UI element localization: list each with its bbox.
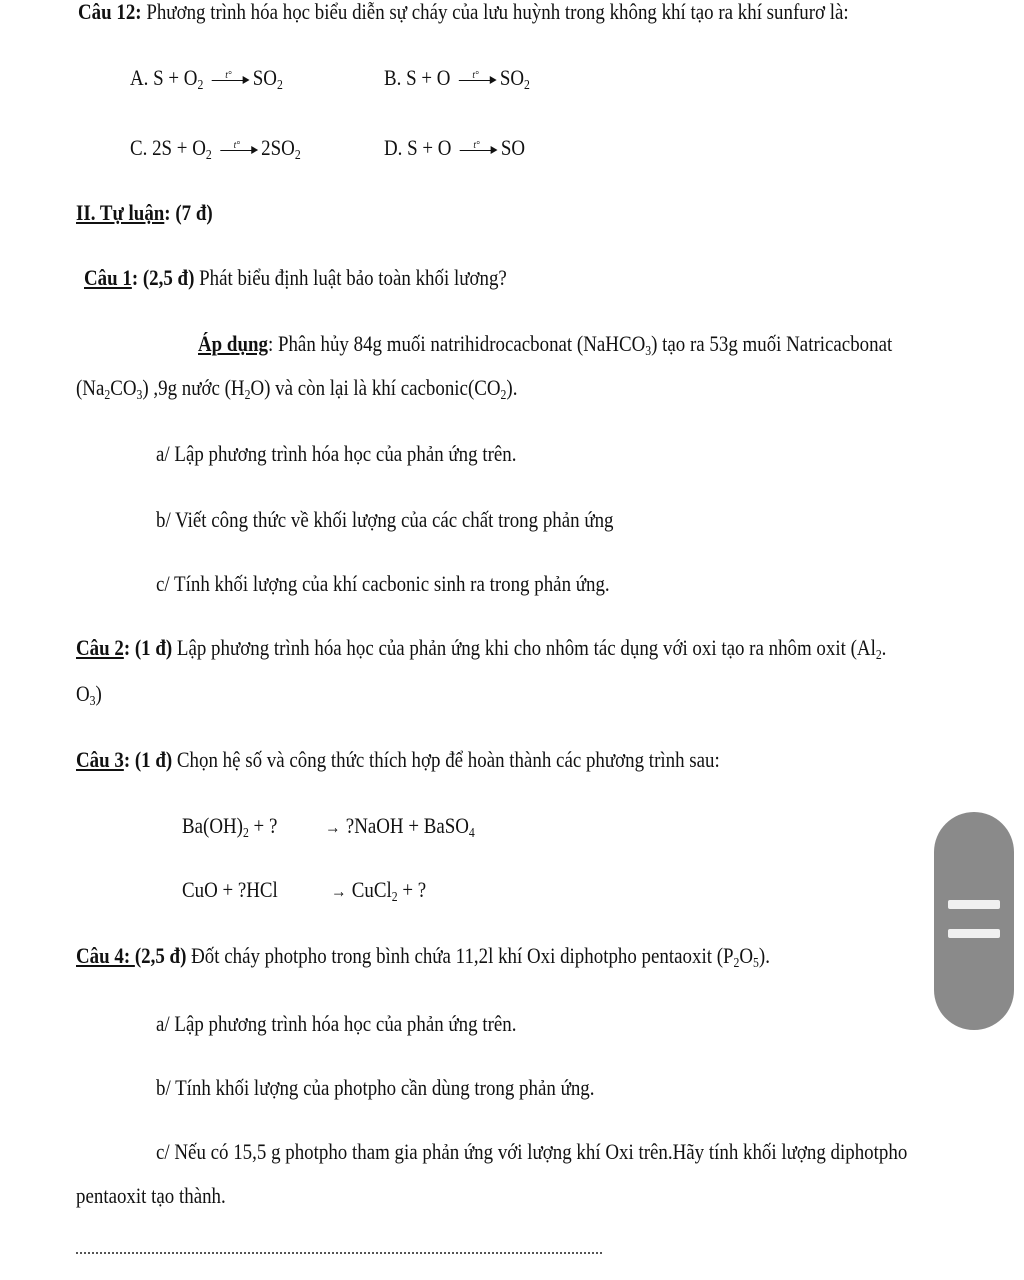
- cau1-part-c: c/ Tính khối lượng của khí cacbonic sinh ra trong phản ứng.: [156, 571, 610, 596]
- right-arrow-icon: →: [331, 881, 347, 901]
- grip-bar-icon: [948, 900, 1000, 909]
- q12-stem-visible: Phương trình hóa học biểu diễn sự cháy của lưu huỳnh trong không khí tạo ra khí sunfurơ là:: [146, 0, 849, 24]
- cau3-eq1-lhs: $Ba(OH)_2$ + ?: [182, 813, 278, 840]
- grip-bar-icon: [948, 929, 1000, 938]
- cau1-part-a: a/ Lập phương trình hóa học của phản ứng trên.: [156, 441, 517, 466]
- q12-option-d: D. S + O t° SO: [384, 135, 526, 160]
- scroll-handle[interactable]: [934, 812, 1014, 1030]
- dotted-answer-line: [76, 1252, 602, 1254]
- cau3-stem: Câu 3: (1 đ) Chọn hệ số và công thức thích hợp để hoàn thành các phương trình sau:: [76, 747, 720, 772]
- cau4-part-c-line2: pentaoxit tạo thành.: [76, 1183, 226, 1208]
- cau4-part-c: c/ Nếu có 15,5 g photpho tham gia phản ứng với lượng khí Oxi trên.Hãy tính khối lượng diphotpho: [156, 1139, 908, 1164]
- cau2-line2: $O_3$): [76, 681, 102, 708]
- section-title: II. Tự luận: (7 đ): [76, 200, 213, 225]
- cau3-eq1-rhs: → ?NaOH + BaSO$_4$: [325, 813, 475, 840]
- q12-option-a: A. $S + O_2$ t° $SO_2$: [130, 65, 283, 92]
- cau4-part-b: b/ Tính khối lượng của photpho cần dùng trong phản ứng.: [156, 1075, 595, 1100]
- cau4-part-a: a/ Lập phương trình hóa học của phản ứng trên.: [156, 1011, 517, 1036]
- cau1-apdung-line2: $(Na_2CO_3)$ ,9g nước $(H_2O)$ và còn lại là khí $cacbonic(CO_2)$.: [76, 375, 518, 402]
- cau1-part-b: b/ Viết công thức về khối lượng của các chất trong phản ứng: [156, 507, 614, 532]
- reaction-arrow-icon: t°: [220, 143, 258, 157]
- q12-stem: Câu 12: Phương trình hóa học biểu diễn sự cháy của lưu huỳnh trong không khí tạo ra khí sunfurơ là:: [78, 0, 849, 24]
- cau3-eq2-lhs: CuO + ?HCl: [182, 877, 278, 902]
- cau4-stem: Câu 4: (2,5 đ) Đốt cháy photpho trong bình chứa 11,2l khí Oxi diphotpho pentaoxit $(P_2O_5)$.: [76, 943, 770, 970]
- q12-option-c: C. $2S + O_2$ t° $2SO_2$: [130, 135, 301, 162]
- cau2-stem: Câu 2: (1 đ) Lập phương trình hóa học của phản ứng khi cho nhôm tác dụng với oxi tạo ra nhôm oxit ($Al_2$.: [76, 635, 887, 662]
- reaction-arrow-icon: t°: [460, 143, 498, 157]
- reaction-arrow-icon: t°: [211, 73, 249, 87]
- reaction-arrow-icon: t°: [459, 73, 497, 87]
- cau3-eq2-rhs: → CuCl$_2$ + ?: [331, 877, 427, 904]
- right-arrow-icon: →: [325, 817, 341, 837]
- q12-option-b: B. S + O t° $SO_2$: [384, 65, 530, 92]
- cau1-stem: Câu 1: (2,5 đ) Phát biểu định luật bảo toàn khối lương?: [84, 265, 507, 290]
- cau1-apdung: Áp dụng: Phân hủy 84g muối natrihidrocacbonat (NaHCO$_3$) tạo ra 53g muối Natricacbonat: [198, 331, 893, 358]
